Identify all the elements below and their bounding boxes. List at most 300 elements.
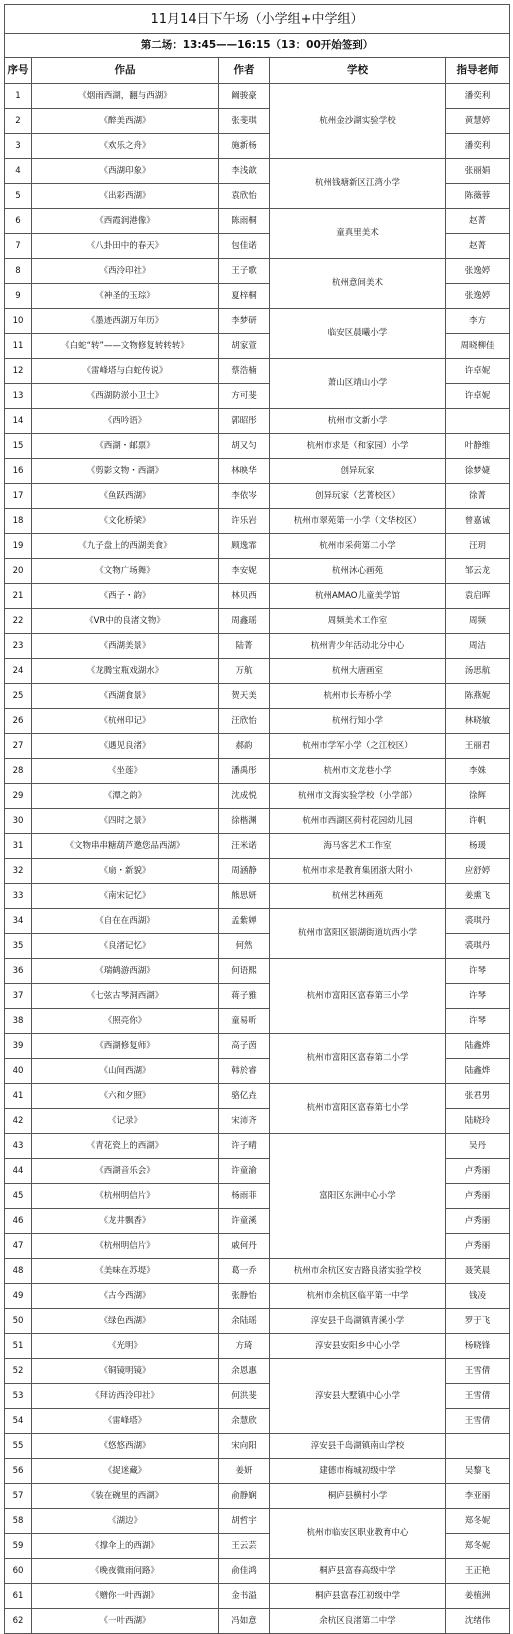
teacher-name: 陆鑫烨 xyxy=(446,1059,510,1084)
row-index: 3 xyxy=(5,134,32,159)
author-name: 何洪斐 xyxy=(219,1384,270,1409)
teacher-name: 卢秀丽 xyxy=(446,1209,510,1234)
author-name: 童易昕 xyxy=(219,1009,270,1034)
work-title: 《西湖・邮票》 xyxy=(32,434,219,459)
teacher-name: 钱凌 xyxy=(446,1284,510,1309)
author-name: 施新杨 xyxy=(219,134,270,159)
table-row xyxy=(5,584,510,609)
school-name: 杭州金沙湖实验学校 xyxy=(270,84,446,159)
row-index: 23 xyxy=(5,634,32,659)
teacher-name: 陈薇蓉 xyxy=(446,184,510,209)
row-index: 1 xyxy=(5,84,32,109)
author-name: 姜妍 xyxy=(219,1459,270,1484)
work-title: 《VR中的良渚文物》 xyxy=(32,609,219,634)
teacher-name: 周频 xyxy=(446,609,510,634)
row-index: 53 xyxy=(5,1384,32,1409)
teacher-name: 吴丹 xyxy=(446,1134,510,1159)
row-index: 43 xyxy=(5,1134,32,1159)
teacher-name: 徐梦婕 xyxy=(446,459,510,484)
teacher-name: 王雪倩 xyxy=(446,1384,510,1409)
row-index: 33 xyxy=(5,884,32,909)
school-name: 桐庐县横村小学 xyxy=(270,1484,446,1509)
author-name: 袁欣怡 xyxy=(219,184,270,209)
school-name: 桐庐县富春高级中学 xyxy=(270,1559,446,1584)
work-title: 《坐莲》 xyxy=(32,759,219,784)
teacher-name xyxy=(446,409,510,434)
work-title: 《醉美西湖》 xyxy=(32,109,219,134)
table-row xyxy=(5,509,510,534)
teacher-name: 陆鑫烨 xyxy=(446,1034,510,1059)
work-title: 《赠你一叶西湖》 xyxy=(32,1584,219,1609)
author-name: 许童溪 xyxy=(219,1209,270,1234)
table-row xyxy=(5,684,510,709)
table-row xyxy=(5,734,510,759)
author-name: 万航 xyxy=(219,659,270,684)
teacher-name: 叶静维 xyxy=(446,434,510,459)
author-name: 王子歌 xyxy=(219,259,270,284)
school-name: 杭州AMAO儿童美学馆 xyxy=(270,584,446,609)
author-name: 许乐岩 xyxy=(219,509,270,534)
work-title: 《雷峰塔》 xyxy=(32,1409,219,1434)
author-name: 李安妮 xyxy=(219,559,270,584)
table-row xyxy=(5,309,510,334)
school-name: 杭州青少年活动北分中心 xyxy=(270,634,446,659)
row-index: 35 xyxy=(5,934,32,959)
work-title: 《装在碗里的西湖》 xyxy=(32,1484,219,1509)
teacher-name: 周洁 xyxy=(446,634,510,659)
author-name: 骆亿垚 xyxy=(219,1084,270,1109)
table-row xyxy=(5,759,510,784)
school-name: 淳安县千岛湖镇青溪小学 xyxy=(270,1309,446,1334)
school-name: 杭州沐心画苑 xyxy=(270,559,446,584)
teacher-name: 汪玥 xyxy=(446,534,510,559)
school-name: 杭州市余杭区安吉路良渚实验学校 xyxy=(270,1259,446,1284)
author-name: 宋向阳 xyxy=(219,1434,270,1459)
table-row xyxy=(5,909,510,934)
author-name: 冯如意 xyxy=(219,1609,270,1634)
work-title: 《八卦田中的春天》 xyxy=(32,234,219,259)
row-index: 37 xyxy=(5,984,32,1009)
author-name: 郝韵 xyxy=(219,734,270,759)
row-index: 26 xyxy=(5,709,32,734)
table-row xyxy=(5,834,510,859)
teacher-name: 赵菁 xyxy=(446,209,510,234)
work-title: 《捉迷藏》 xyxy=(32,1459,219,1484)
author-name: 俞静娴 xyxy=(219,1484,270,1509)
school-name: 杭州市富阳区富春第三小学 xyxy=(270,959,446,1034)
table-row xyxy=(5,259,510,284)
school-name: 淳安县大墅镇中心小学 xyxy=(270,1359,446,1434)
teacher-name: 许琴 xyxy=(446,984,510,1009)
author-name: 周鑫瑶 xyxy=(219,609,270,634)
author-name: 阚骏豪 xyxy=(219,84,270,109)
row-index: 57 xyxy=(5,1484,32,1509)
author-name: 许童渝 xyxy=(219,1159,270,1184)
work-title: 《四时之景》 xyxy=(32,809,219,834)
work-title: 《湖边》 xyxy=(32,1509,219,1534)
school-name: 童真里美术 xyxy=(270,209,446,259)
school-name: 余杭区良渚第二中学 xyxy=(270,1609,446,1634)
school-name: 杭州市求是教育集团浙大附小 xyxy=(270,859,446,884)
row-index: 29 xyxy=(5,784,32,809)
author-name: 高子茵 xyxy=(219,1034,270,1059)
row-index: 13 xyxy=(5,384,32,409)
table-row xyxy=(5,1284,510,1309)
row-index: 45 xyxy=(5,1184,32,1209)
row-index: 38 xyxy=(5,1009,32,1034)
work-title: 《鱼跃西湖》 xyxy=(32,484,219,509)
author-name: 潘禹彤 xyxy=(219,759,270,784)
row-index: 55 xyxy=(5,1434,32,1459)
row-index: 28 xyxy=(5,759,32,784)
row-index: 60 xyxy=(5,1559,32,1584)
teacher-name: 张逸婷 xyxy=(446,259,510,284)
work-title: 《西湖修复师》 xyxy=(32,1034,219,1059)
work-title: 《自在在西湖》 xyxy=(32,909,219,934)
teacher-name: 罗于飞 xyxy=(446,1309,510,1334)
row-index: 59 xyxy=(5,1534,32,1559)
header-teacher: 指导老师 xyxy=(446,58,510,84)
teacher-name: 汤思航 xyxy=(446,659,510,684)
author-name: 杨雨菲 xyxy=(219,1184,270,1209)
author-name: 许子晴 xyxy=(219,1134,270,1159)
school-name: 杭州市富阳区富春第七小学 xyxy=(270,1084,446,1134)
table-row xyxy=(5,459,510,484)
author-name: 余慧欣 xyxy=(219,1409,270,1434)
table-row xyxy=(5,959,510,984)
school-name: 杭州市长寿桥小学 xyxy=(270,684,446,709)
row-index: 41 xyxy=(5,1084,32,1109)
teacher-name xyxy=(446,1434,510,1459)
author-name: 孟紫婵 xyxy=(219,909,270,934)
teacher-name: 林晓敏 xyxy=(446,709,510,734)
header-work: 作品 xyxy=(32,58,219,84)
teacher-name: 曾嘉诚 xyxy=(446,509,510,534)
teacher-name: 许琴 xyxy=(446,1009,510,1034)
author-name: 张斐琪 xyxy=(219,109,270,134)
header-row xyxy=(5,58,510,84)
row-index: 31 xyxy=(5,834,32,859)
school-name: 杭州市文新小学 xyxy=(270,409,446,434)
school-name: 杭州市富阳区富春第二小学 xyxy=(270,1034,446,1084)
teacher-name: 袁启晖 xyxy=(446,584,510,609)
schedule-table xyxy=(4,4,510,1634)
school-name: 萧山区靖山小学 xyxy=(270,359,446,409)
table-row xyxy=(5,1509,510,1534)
work-title: 《西湖印象》 xyxy=(32,159,219,184)
row-index: 30 xyxy=(5,809,32,834)
work-title: 《铜镜明镜》 xyxy=(32,1359,219,1384)
work-title: 《西霞润港像》 xyxy=(32,209,219,234)
author-name: 李浅歆 xyxy=(219,159,270,184)
row-index: 34 xyxy=(5,909,32,934)
work-title: 《七弦古琴洞西湖》 xyxy=(32,984,219,1009)
school-name: 杭州大唐画室 xyxy=(270,659,446,684)
school-name: 杭州市余杭区临平第一中学 xyxy=(270,1284,446,1309)
table-row xyxy=(5,1359,510,1384)
school-name: 创异玩家（艺菁校区） xyxy=(270,484,446,509)
table-row xyxy=(5,1134,510,1159)
teacher-name: 许帆 xyxy=(446,809,510,834)
row-index: 62 xyxy=(5,1609,32,1634)
table-row xyxy=(5,1334,510,1359)
teacher-name: 王雪倩 xyxy=(446,1409,510,1434)
row-index: 6 xyxy=(5,209,32,234)
author-name: 徐楷渊 xyxy=(219,809,270,834)
row-index: 5 xyxy=(5,184,32,209)
author-name: 何然 xyxy=(219,934,270,959)
work-title: 《墨迹西湖万年历》 xyxy=(32,309,219,334)
work-title: 《杭州印记》 xyxy=(32,709,219,734)
work-title: 《剪影文物・西湖》 xyxy=(32,459,219,484)
row-index: 44 xyxy=(5,1159,32,1184)
author-name: 蔡浩楠 xyxy=(219,359,270,384)
author-name: 葛一乔 xyxy=(219,1259,270,1284)
school-name: 桐庐县富春江初级中学 xyxy=(270,1584,446,1609)
author-name: 汪欣怡 xyxy=(219,709,270,734)
author-name: 宋沛齐 xyxy=(219,1109,270,1134)
table-row xyxy=(5,1609,510,1634)
author-name: 戚何丹 xyxy=(219,1234,270,1259)
table-row xyxy=(5,559,510,584)
author-name: 俞佳鸿 xyxy=(219,1559,270,1584)
row-index: 52 xyxy=(5,1359,32,1384)
table-row xyxy=(5,359,510,384)
header-index: 序号 xyxy=(5,58,32,84)
teacher-name: 潘奕利 xyxy=(446,84,510,109)
work-title: 《六和夕照》 xyxy=(32,1084,219,1109)
work-title: 《晚夜微雨问路》 xyxy=(32,1559,219,1584)
teacher-name: 许卓妮 xyxy=(446,384,510,409)
row-index: 56 xyxy=(5,1459,32,1484)
work-title: 《撑伞上的西湖》 xyxy=(32,1534,219,1559)
work-title: 《绿色西湖》 xyxy=(32,1309,219,1334)
table-row xyxy=(5,1259,510,1284)
work-title: 《烟雨西湖，翻与西湖》 xyxy=(32,84,219,109)
row-index: 21 xyxy=(5,584,32,609)
teacher-name: 吴黎飞 xyxy=(446,1459,510,1484)
author-name: 蒋子雅 xyxy=(219,984,270,1009)
work-title: 《杭州明信片》 xyxy=(32,1234,219,1259)
teacher-name: 徐菁 xyxy=(446,484,510,509)
row-index: 42 xyxy=(5,1109,32,1134)
author-name: 张静怡 xyxy=(219,1284,270,1309)
author-name: 王云芸 xyxy=(219,1534,270,1559)
work-title: 《九子盘上的西湖美食》 xyxy=(32,534,219,559)
work-title: 《西泠印社》 xyxy=(32,259,219,284)
work-title: 《光明》 xyxy=(32,1334,219,1359)
work-title: 《西子・韵》 xyxy=(32,584,219,609)
row-index: 10 xyxy=(5,309,32,334)
header-author: 作者 xyxy=(219,58,270,84)
table-row xyxy=(5,1309,510,1334)
teacher-name: 张逸婷 xyxy=(446,284,510,309)
author-name: 何语熙 xyxy=(219,959,270,984)
work-title: 《古今西湖》 xyxy=(32,1284,219,1309)
work-title: 《文物串串糖葫芦邀您品西湖》 xyxy=(32,834,219,859)
work-title: 《文物广场舞》 xyxy=(32,559,219,584)
author-name: 包佳诺 xyxy=(219,234,270,259)
table-row xyxy=(5,884,510,909)
teacher-name: 郑冬妮 xyxy=(446,1509,510,1534)
author-name: 汪米诺 xyxy=(219,834,270,859)
author-name: 余恩惠 xyxy=(219,1359,270,1384)
row-index: 16 xyxy=(5,459,32,484)
row-index: 27 xyxy=(5,734,32,759)
author-name: 郭昭彤 xyxy=(219,409,270,434)
work-title: 《遇见良渚》 xyxy=(32,734,219,759)
row-index: 19 xyxy=(5,534,32,559)
row-index: 20 xyxy=(5,559,32,584)
teacher-name: 卢秀丽 xyxy=(446,1234,510,1259)
work-title: 《南宋记忆》 xyxy=(32,884,219,909)
row-index: 58 xyxy=(5,1509,32,1534)
school-name: 海马客艺术工作室 xyxy=(270,834,446,859)
row-index: 61 xyxy=(5,1584,32,1609)
table-row xyxy=(5,159,510,184)
table-row xyxy=(5,1559,510,1584)
table-body xyxy=(5,84,510,1634)
school-name: 杭州市西湖区荷村花园幼儿园 xyxy=(270,809,446,834)
table-row xyxy=(5,634,510,659)
work-title: 《良渚记忆》 xyxy=(32,934,219,959)
table-row xyxy=(5,1034,510,1059)
work-title: 《西湖食景》 xyxy=(32,684,219,709)
work-title: 《潭之韵》 xyxy=(32,784,219,809)
page-title: 11月14日下午场（小学组+中学组） xyxy=(5,5,510,34)
teacher-name: 张丽娟 xyxy=(446,159,510,184)
row-index: 22 xyxy=(5,609,32,634)
teacher-name: 李亚丽 xyxy=(446,1484,510,1509)
row-index: 17 xyxy=(5,484,32,509)
author-name: 沈成悦 xyxy=(219,784,270,809)
author-name: 贺天美 xyxy=(219,684,270,709)
work-title: 《扇・新貌》 xyxy=(32,859,219,884)
work-title: 《欢乐之舟》 xyxy=(32,134,219,159)
table-row xyxy=(5,709,510,734)
teacher-name: 郑冬妮 xyxy=(446,1534,510,1559)
title-row xyxy=(5,5,510,34)
table-row xyxy=(5,784,510,809)
table-row xyxy=(5,859,510,884)
teacher-name: 许卓妮 xyxy=(446,359,510,384)
teacher-name: 裘琪丹 xyxy=(446,934,510,959)
work-title: 《文化桥梁》 xyxy=(32,509,219,534)
subtitle-row xyxy=(5,34,510,58)
school-name: 杭州市文海实验学校（小学部） xyxy=(270,784,446,809)
work-title: 《白蛇“转”——文物修复转转转》 xyxy=(32,334,219,359)
table-row xyxy=(5,434,510,459)
teacher-name: 杨瑗 xyxy=(446,834,510,859)
school-name: 杭州市翠苑第一小学（文华校区） xyxy=(270,509,446,534)
row-index: 11 xyxy=(5,334,32,359)
teacher-name: 李姝 xyxy=(446,759,510,784)
teacher-name: 陈燕妮 xyxy=(446,684,510,709)
header-school: 学校 xyxy=(270,58,446,84)
author-name: 胡又匀 xyxy=(219,434,270,459)
author-name: 李梦研 xyxy=(219,309,270,334)
author-name: 余陆瑶 xyxy=(219,1309,270,1334)
row-index: 15 xyxy=(5,434,32,459)
work-title: 《一叶西湖》 xyxy=(32,1609,219,1634)
row-index: 54 xyxy=(5,1409,32,1434)
author-name: 韩於睿 xyxy=(219,1059,270,1084)
teacher-name: 李方 xyxy=(446,309,510,334)
school-name: 杭州市求是（和家园）小学 xyxy=(270,434,446,459)
work-title: 《美味在苏堤》 xyxy=(32,1259,219,1284)
row-index: 4 xyxy=(5,159,32,184)
row-index: 32 xyxy=(5,859,32,884)
author-name: 方琦 xyxy=(219,1334,270,1359)
work-title: 《拜访西泠印社》 xyxy=(32,1384,219,1409)
teacher-name: 周晓柳佳 xyxy=(446,334,510,359)
row-index: 12 xyxy=(5,359,32,384)
teacher-name: 陆晓玲 xyxy=(446,1109,510,1134)
table-row xyxy=(5,809,510,834)
work-title: 《瑞鹤游西湖》 xyxy=(32,959,219,984)
teacher-name: 邹云龙 xyxy=(446,559,510,584)
teacher-name: 徐辉 xyxy=(446,784,510,809)
school-name: 杭州市采荷第二小学 xyxy=(270,534,446,559)
table-row xyxy=(5,1484,510,1509)
teacher-name: 卢秀丽 xyxy=(446,1184,510,1209)
work-title: 《神圣的玉琮》 xyxy=(32,284,219,309)
teacher-name: 潘奕利 xyxy=(446,134,510,159)
teacher-name: 姜植洲 xyxy=(446,1584,510,1609)
work-title: 《山间西湖》 xyxy=(32,1059,219,1084)
teacher-name: 应舒婷 xyxy=(446,859,510,884)
author-name: 顾逸霏 xyxy=(219,534,270,559)
school-name: 淳安县安阳乡中心小学 xyxy=(270,1334,446,1359)
row-index: 48 xyxy=(5,1259,32,1284)
teacher-name: 张君男 xyxy=(446,1084,510,1109)
table-row xyxy=(5,609,510,634)
row-index: 47 xyxy=(5,1234,32,1259)
school-name: 杭州意间美术 xyxy=(270,259,446,309)
work-title: 《西湖美景》 xyxy=(32,634,219,659)
author-name: 李依岑 xyxy=(219,484,270,509)
author-name: 林贝西 xyxy=(219,584,270,609)
row-index: 25 xyxy=(5,684,32,709)
table-row xyxy=(5,484,510,509)
table-row xyxy=(5,1459,510,1484)
teacher-name: 沈绪伟 xyxy=(446,1609,510,1634)
teacher-name: 许琴 xyxy=(446,959,510,984)
author-name: 金书溢 xyxy=(219,1584,270,1609)
row-index: 18 xyxy=(5,509,32,534)
work-title: 《记录》 xyxy=(32,1109,219,1134)
session-time: 第二场：13:45——16:15（13：00开始签到） xyxy=(5,34,510,58)
author-name: 熊思妍 xyxy=(219,884,270,909)
teacher-name: 聂笑晨 xyxy=(446,1259,510,1284)
row-index: 14 xyxy=(5,409,32,434)
school-name: 创异玩家 xyxy=(270,459,446,484)
teacher-name: 王丽君 xyxy=(446,734,510,759)
school-name: 杭州钱塘新区江湾小学 xyxy=(270,159,446,209)
school-name: 富阳区东洲中心小学 xyxy=(270,1134,446,1259)
row-index: 49 xyxy=(5,1284,32,1309)
table-row xyxy=(5,1084,510,1109)
work-title: 《雷峰塔与白蛇传说》 xyxy=(32,359,219,384)
table-row xyxy=(5,534,510,559)
school-name: 杭州市富阳区银湖街道坑西小学 xyxy=(270,909,446,959)
teacher-name: 王正艳 xyxy=(446,1559,510,1584)
author-name: 林映华 xyxy=(219,459,270,484)
table-row xyxy=(5,409,510,434)
row-index: 8 xyxy=(5,259,32,284)
author-name: 陆菁 xyxy=(219,634,270,659)
teacher-name: 黄慧婷 xyxy=(446,109,510,134)
